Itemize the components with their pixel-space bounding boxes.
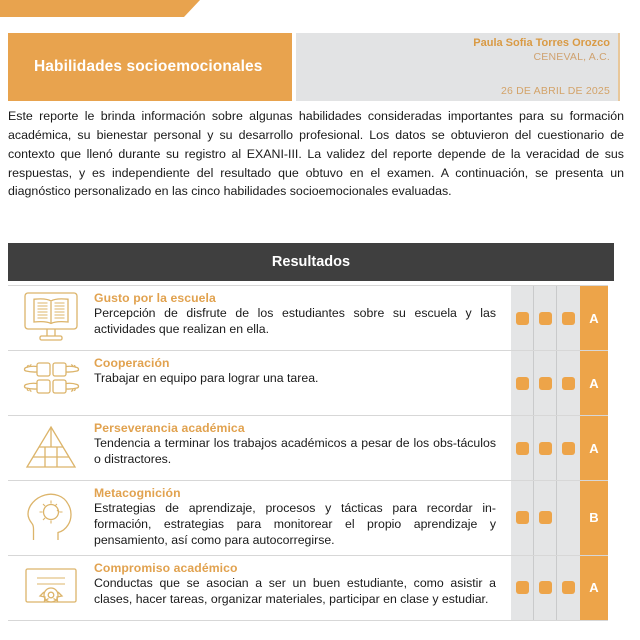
grade-badge: A <box>580 351 608 415</box>
skill-title: Metacognición <box>94 486 181 500</box>
skill-title: Perseverancia académica <box>94 421 245 435</box>
table-row <box>8 480 608 555</box>
page-title: Habilidades socioemocionales <box>34 58 263 75</box>
grade-badge: A <box>580 556 608 620</box>
results-banner <box>8 243 614 281</box>
header-title-block <box>8 33 292 101</box>
pyramid-icon <box>20 422 82 474</box>
skill-text-cell <box>94 416 510 480</box>
skill-text-cell <box>94 481 510 555</box>
skill-level-dots <box>510 416 580 480</box>
level-column-3 <box>557 556 580 620</box>
level-dot <box>562 581 575 594</box>
level-dot <box>539 442 552 455</box>
table-row <box>8 555 608 621</box>
organization-name: CENEVAL, A.C. <box>533 50 610 63</box>
level-dot <box>562 442 575 455</box>
header-meta-top <box>473 37 610 64</box>
level-dot-empty <box>562 511 575 524</box>
level-dot <box>539 581 552 594</box>
report-header <box>8 33 620 101</box>
skill-icon-cell <box>8 481 94 555</box>
skill-description: Trabajar en equipo para lograr una tarea. <box>94 371 319 385</box>
skill-text-cell <box>94 556 510 620</box>
level-dot <box>516 511 529 524</box>
skill-description: Conductas que se asocian a ser un buen estudiante, como asistir a clases, hacer tareas, organizar materiales, participar en clase y estudiar. <box>94 575 496 606</box>
level-column-3 <box>557 286 580 350</box>
skill-title: Gusto por la escuela <box>94 291 216 305</box>
table-row <box>8 350 608 415</box>
level-column-2 <box>534 416 557 480</box>
level-dot <box>539 511 552 524</box>
skill-level-dots <box>510 481 580 555</box>
skill-text-cell <box>94 351 510 415</box>
teamwork-hands-icon <box>20 357 82 409</box>
level-column-1 <box>511 556 534 620</box>
skill-description: Tendencia a terminar los trabajos académicos a pesar de los obs-táculos o distractores. <box>94 436 496 466</box>
skill-title: Compromiso académico <box>94 560 238 575</box>
level-dot <box>562 377 575 390</box>
table-row <box>8 285 608 350</box>
skill-icon-cell <box>8 556 94 620</box>
level-dot <box>562 312 575 325</box>
level-column-2 <box>534 351 557 415</box>
head-idea-icon <box>20 490 82 546</box>
grade-badge: A <box>580 416 608 480</box>
skill-text-cell <box>94 286 510 350</box>
intro-paragraph: Este reporte le brinda información sobre algunas habilidades consideradas importantes para su formación académica, su bienestar personal y su desarrollo profesional. Los datos se obtuvieron del cuestionario de contexto que llenó durante su registro al EXANI-III. La validez del reporte depende de la veracidad de sus respuestas, y es independiente del resultado que obtuvo en el examen. A continuación, se presenta un diagnóstico personalizado en las cinco habilidades socioemocionales evaluadas. <box>8 109 624 199</box>
skill-level-dots <box>510 286 580 350</box>
skill-level-dots <box>510 351 580 415</box>
level-dot <box>539 312 552 325</box>
level-column-3 <box>557 481 580 555</box>
table-row <box>8 415 608 480</box>
level-column-2 <box>534 556 557 620</box>
skill-icon-cell <box>8 286 94 350</box>
level-column-3 <box>557 351 580 415</box>
skill-title: Cooperación <box>94 356 170 370</box>
student-name: Paula Sofia Torres Orozco <box>473 37 610 49</box>
certificate-icon <box>20 562 82 614</box>
level-dot <box>516 442 529 455</box>
level-column-2 <box>534 481 557 555</box>
grade-badge: A <box>580 286 608 350</box>
level-column-1 <box>511 286 534 350</box>
level-dot <box>516 581 529 594</box>
report-date: 26 DE ABRIL DE 2025 <box>500 85 610 97</box>
level-column-1 <box>511 351 534 415</box>
skill-icon-cell <box>8 416 94 480</box>
grade-badge: B <box>580 481 608 555</box>
level-dot <box>516 312 529 325</box>
level-column-1 <box>511 481 534 555</box>
skill-level-dots <box>510 556 580 620</box>
results-banner-title: Resultados <box>271 254 351 270</box>
level-column-3 <box>557 416 580 480</box>
top-decorative-banner <box>0 0 200 17</box>
skill-description: Estrategias de aprendizaje, procesos y tácticas para recordar in-formación, estrategias para monitorear el propio aprendizaje y pensamiento, así como para autocorregirse. <box>94 501 496 547</box>
level-column-1 <box>511 416 534 480</box>
skill-description: Percepción de disfrute de los estudiantes sobre su escuela y las actividades que realizan en ella. <box>94 306 496 336</box>
book-monitor-icon <box>20 290 82 346</box>
results-table <box>8 285 608 621</box>
level-dot <box>539 377 552 390</box>
level-dot <box>516 377 529 390</box>
level-column-2 <box>534 286 557 350</box>
header-meta-block <box>296 33 620 101</box>
skill-icon-cell <box>8 351 94 415</box>
